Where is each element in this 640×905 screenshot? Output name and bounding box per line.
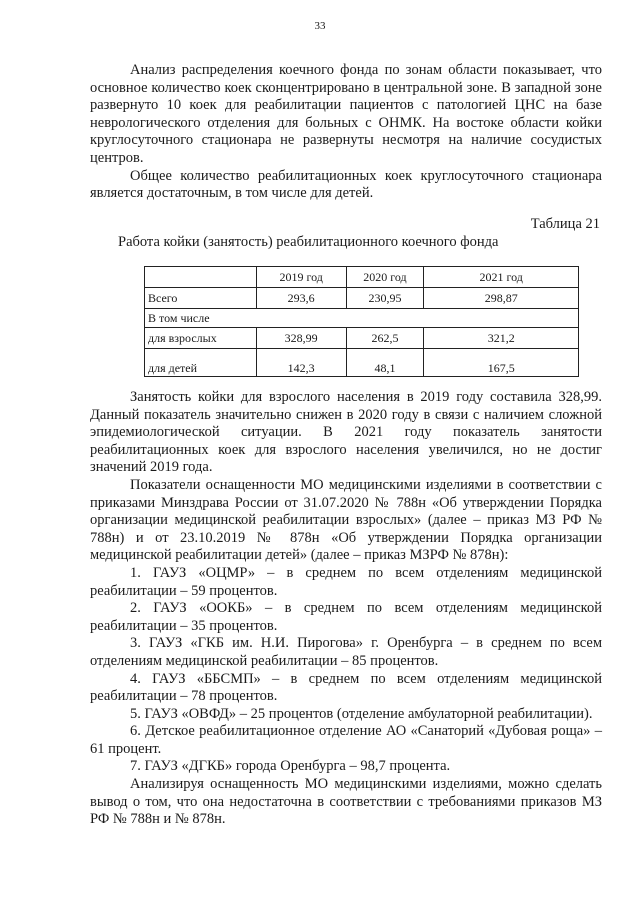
table-title: Работа койки (занятость) реабилитационного коечного фонда xyxy=(118,234,499,250)
table-row xyxy=(145,328,579,349)
paragraph: Анализируя оснащенность МО медицинскими изделиями, можно сделать вывод о том, что она недостаточна в соответствии с требованиями приказов МЗ РФ № 788н и № 878н. xyxy=(90,776,602,828)
table-cell: 293,6 xyxy=(256,288,346,309)
list-item: 6. Детское реабилитационное отделение АО «Санаторий «Дубовая роща» – 61 процент. xyxy=(90,723,602,757)
body-text xyxy=(90,389,602,829)
list-item: 4. ГАУЗ «ББСМП» – в среднем по всем отделениям медицинской реабилитации – 78 процентов. xyxy=(90,670,602,705)
table-row xyxy=(145,309,579,328)
table-row xyxy=(145,349,579,377)
paragraph: Показатели оснащенности МО медицинскими изделиями в соответствии с приказами Минздрава России от 31.07.2020 № 788н «Об утверждении Порядка организации медицинской реабилитации взрослых» (далее – приказ МЗ РФ № 788н) и от 23.10.2019 № 878н «Об утверждении Порядка организации медицинской реабилитации детей» (далее – приказ МЗРФ № 878н): xyxy=(90,476,602,564)
list-item: 2. ГАУЗ «ООКБ» – в среднем по всем отделениям медицинской реабилитации – 35 процентов. xyxy=(90,600,602,634)
table-cell: 167,5 xyxy=(424,349,579,377)
row-label: для детей xyxy=(145,349,257,377)
paragraph: Общее количество реабилитационных коек круглосуточного стационара является достаточным, в том числе для детей. xyxy=(90,167,602,202)
paragraph: Анализ распределения коечного фонда по зонам области показывает, что основное количество коек сконцентрировано в центральной зоне. В западной зоне развернуто 10 коек для реабилитации пациентов с патологией ЦНС на базе неврологического отделения для больных с ОНМК. На востоке области койки круглосуточного стационара не развернуты несмотря на наличие сосудистых центров. xyxy=(90,62,602,166)
intro-text xyxy=(90,62,602,203)
table-cell: 321,2 xyxy=(424,328,579,349)
list-item: 1. ГАУЗ «ОЦМР» – в среднем по всем отделениям медицинской реабилитации – 59 процентов. xyxy=(90,564,602,599)
paragraph: Занятость койки для взрослого населения в 2019 году составила 328,99. Данный показатель значительно снижен в 2020 году в связи с наличием сложной эпидемиологической ситуации. В 2021 году показатель занятости реабилитационных коек для взрослого населения увеличился, но не достиг значений 2019 года. xyxy=(90,389,602,476)
table-cell: 48,1 xyxy=(346,349,424,377)
table-header-cell: 2020 год xyxy=(346,267,424,288)
table-cell: 298,87 xyxy=(424,288,579,309)
table-cell: 230,95 xyxy=(346,288,424,309)
table-header-row xyxy=(145,267,579,288)
table-label: Таблица 21 xyxy=(530,216,600,232)
table-header-cell xyxy=(145,267,257,288)
row-label: В том числе xyxy=(145,309,579,328)
page-number: 33 xyxy=(314,20,326,32)
occupancy-table xyxy=(144,266,579,377)
row-label: для взрослых xyxy=(145,328,257,349)
table-cell: 328,99 xyxy=(256,328,346,349)
list-item: 3. ГАУЗ «ГКБ им. Н.И. Пирогова» г. Оренбурга – в среднем по всем отделениям медицинской реабилитации – 85 процентов. xyxy=(90,635,602,669)
table-cell: 262,5 xyxy=(346,328,424,349)
list-item: 7. ГАУЗ «ДГКБ» города Оренбурга – 98,7 процента. xyxy=(130,758,451,775)
list-item: 5. ГАУЗ «ОВФД» – 25 процентов (отделение амбулаторной реабилитации). xyxy=(130,705,593,722)
table-row xyxy=(145,288,579,309)
row-label: Всего xyxy=(145,288,257,309)
table-header-cell: 2021 год xyxy=(424,267,579,288)
table-header-cell: 2019 год xyxy=(256,267,346,288)
table-cell: 142,3 xyxy=(256,349,346,377)
